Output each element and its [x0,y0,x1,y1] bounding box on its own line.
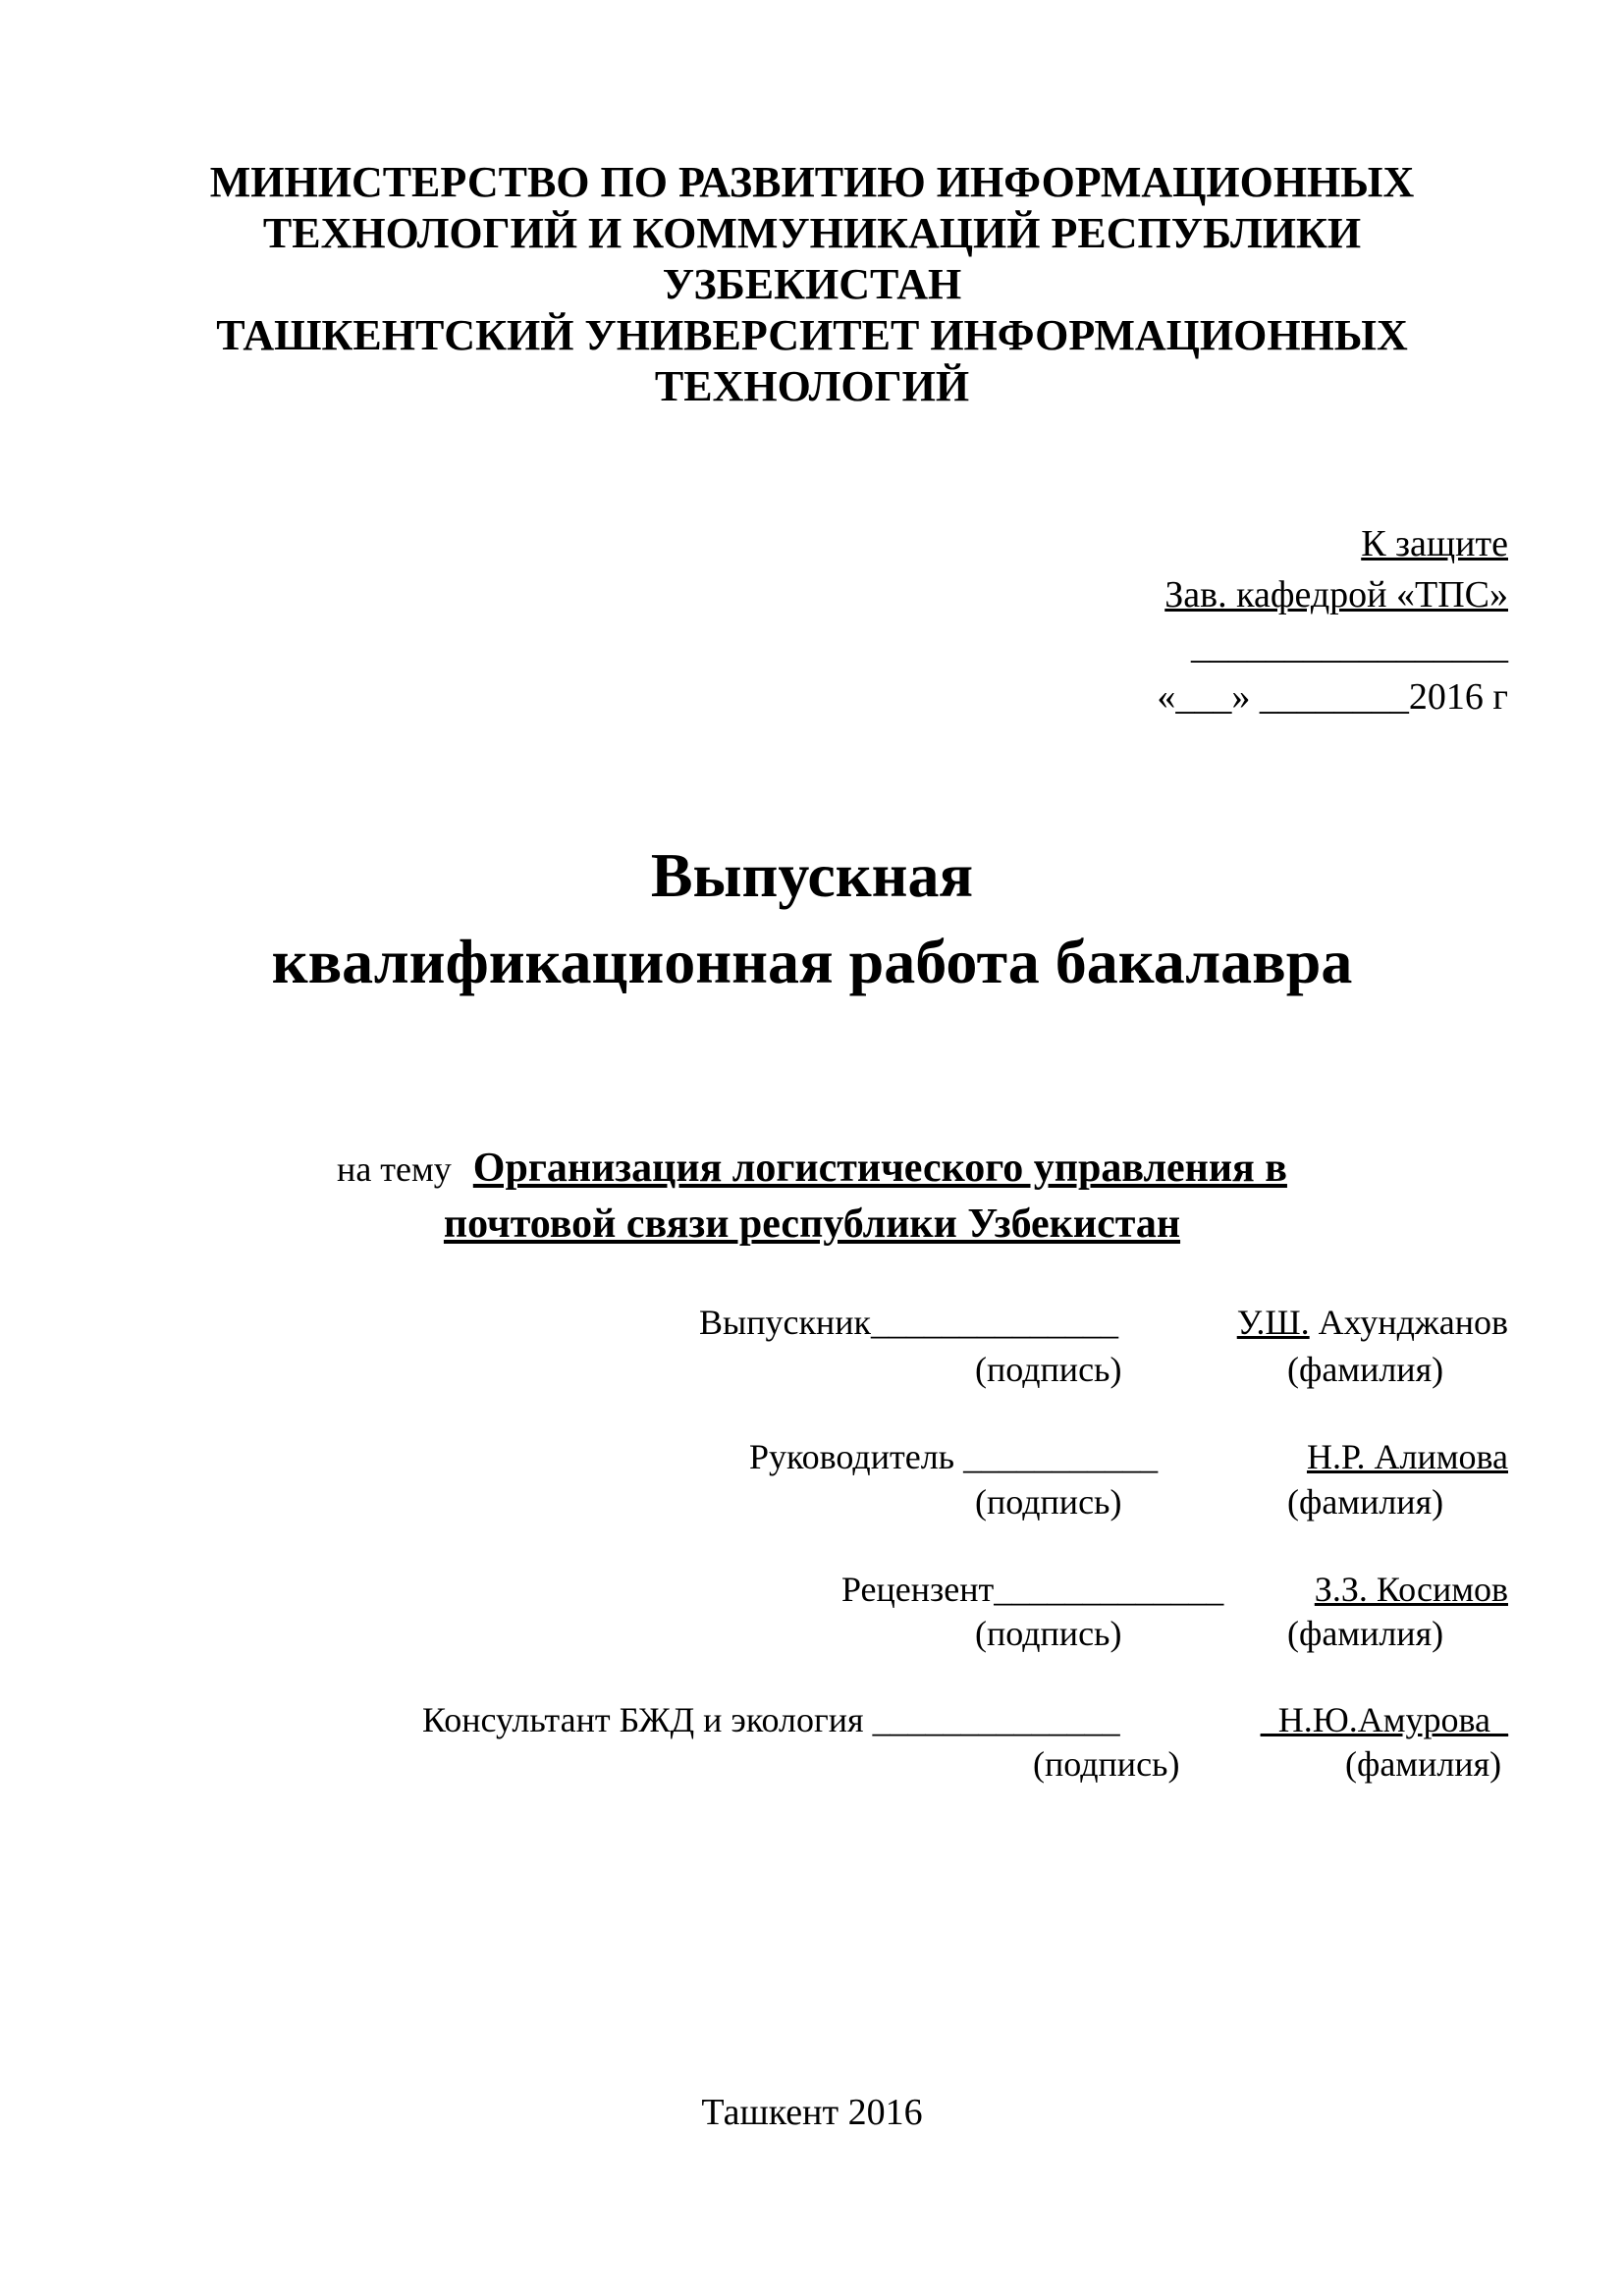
signature-role: Выпускник [699,1303,871,1342]
signature-role: Руководитель [749,1437,955,1476]
signature-row-reviewer [841,1568,1223,1611]
topic-line1: Организация логистического управления в [472,1146,1287,1191]
header-line: ТЕХНОЛОГИЙ И КОММУНИКАЦИЙ РЕСПУБЛИКИ [262,209,1362,257]
signature-row-consultant [422,1698,1120,1741]
signature-caption: (подпись) [1033,1744,1180,1784]
head-of-department-label: Зав. кафедрой «ТПС» [1164,574,1508,615]
signature-name-reviewer [1315,1568,1508,1611]
signature-name-consultant [1261,1698,1508,1741]
signature-row-graduate [699,1301,1118,1344]
signature-caption: (подпись) [975,1614,1122,1653]
approval-date-line: «___» ________2016 г [1157,676,1508,718]
signature-row-supervisor [749,1435,1158,1478]
signature-role: Консультант БЖД и экология [422,1700,864,1739]
ministry-header [0,157,1624,412]
thesis-topic [0,1141,1624,1252]
name-caption: (фамилия) [1287,1614,1444,1653]
name-caption: (фамилия) [1287,1482,1444,1522]
signature-blank: ______________ [863,1700,1120,1739]
signature-caption: (подпись) [975,1482,1122,1522]
signature-name-graduate [1237,1301,1508,1344]
work-title-line2: квалификационная работа бакалавра [271,927,1353,996]
signature-name-supervisor [1307,1435,1508,1478]
approval-block [1157,518,1508,722]
signature-name: З.З. Косимов [1314,1570,1508,1609]
header-line: МИНИСТЕРСТВО ПО РАЗВИТИЮ ИНФОРМАЦИОННЫХ [209,158,1415,206]
signature-role: Рецензент [841,1570,995,1609]
signature-name-initials: У.Ш. [1236,1303,1310,1342]
signature-name: Ахунджанов [1309,1303,1508,1342]
signature-name: Н.Р. Алимова [1306,1437,1508,1476]
approval-signature-line: _________________ [1191,625,1508,667]
signature-caption: (подпись) [975,1350,1122,1389]
city-year: Ташкент 2016 [701,2092,923,2133]
header-line: ТАШКЕНТСКИЙ УНИВЕРСИТЕТ ИНФОРМАЦИОННЫХ [216,311,1408,359]
name-caption: (фамилия) [1345,1744,1502,1784]
topic-line2: почтовой связи республики Узбекистан [443,1201,1181,1247]
signature-blank: ___________ [954,1437,1159,1476]
header-line: ТЕХНОЛОГИЙ [654,362,970,410]
header-line: УЗБЕКИСТАН [662,260,962,308]
work-title-line1: Выпускная [650,840,974,910]
to-defense-label: К защите [1361,523,1508,564]
signature-blank: _____________ [994,1570,1224,1609]
topic-prefix: на тему [337,1149,452,1189]
work-title [0,832,1624,1005]
signature-name: _Н.Ю.Амурова_ [1260,1700,1508,1739]
signature-blank: ______________ [870,1303,1118,1342]
name-caption: (фамилия) [1287,1350,1444,1389]
